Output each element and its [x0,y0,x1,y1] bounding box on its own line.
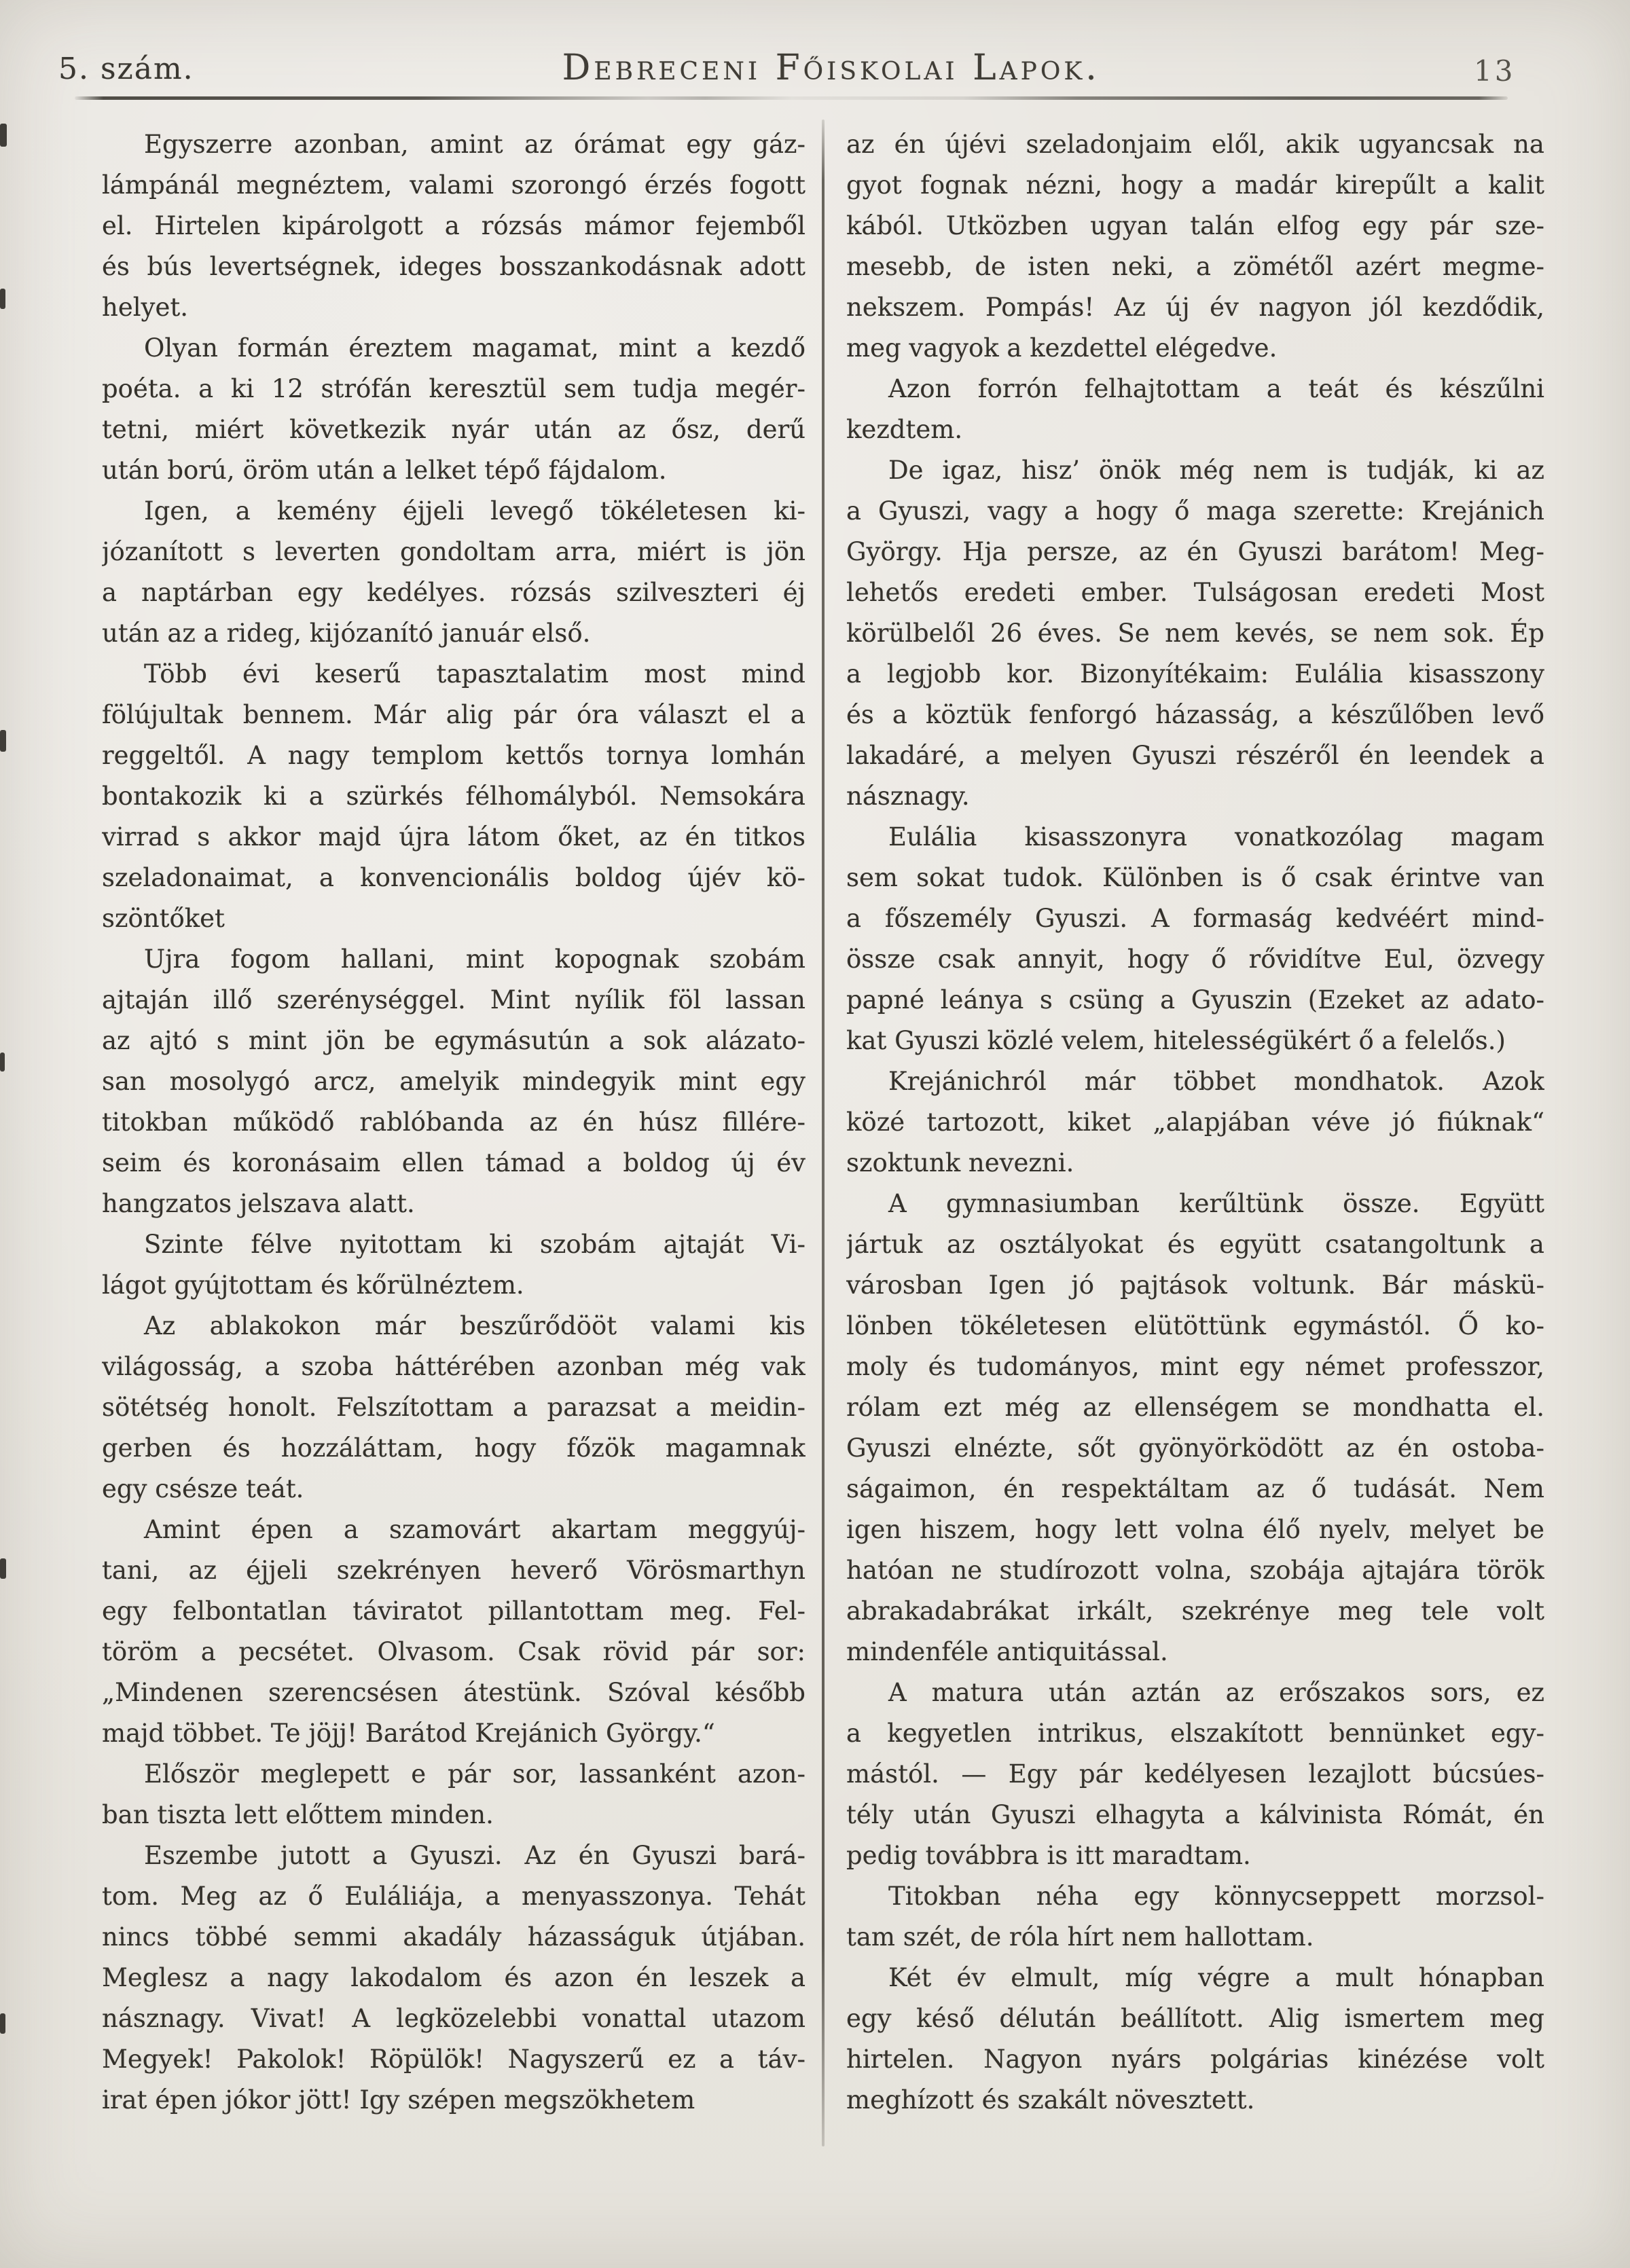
text-line: lehetős eredeti ember. Tulságosan eredeti Most [846,578,1544,607]
text-line: kából. Utközben ugyan talán elfog egy pár sze- [846,211,1544,240]
text-line: körülbelől 26 éves. Se nem kevés, se nem sok. Ép [846,619,1544,648]
text-line: töröm a pecsétet. Olvasom. Csak rövid pár sor: [102,1637,805,1666]
paragraph [102,124,805,328]
text-line: Amint épen a szamovárt akartam meggyúj- [144,1515,805,1544]
text-line: Titokban néha egy könnycseppett morzsol- [888,1882,1544,1911]
text-line: szoktunk nevezni. [846,1148,1074,1177]
text-line: ságaimon, én respektáltam az ő tudását. Nem [846,1474,1544,1503]
text-line: pedig továbbra is itt maradtam. [846,1841,1251,1870]
text-line: György. Hja persze, az én Gyuszi barátom! Meg- [846,537,1544,566]
paragraph [102,328,805,491]
text-line: Igen, a kemény éjjeli levegő tökéletesen ki- [144,496,805,526]
text-line: józanított s leverten gondoltam arra, miért is jön [102,537,805,566]
text-line: Eszembe jutott a Gyuszi. Az én Gyuszi bará- [144,1841,805,1870]
text-line: lámpánál megnéztem, valami szorongó érzés fogott [102,170,805,200]
text-line: nekszem. Pompás! Az új év nagyon jól kezdődik, [846,293,1544,322]
text-line: városban Igen jó pajtások voltunk. Bár máskü- [846,1270,1544,1300]
text-line: lakadáré, a melyen Gyuszi részéről én leendek a [846,741,1544,770]
text-line: fölújultak bennem. Már alig pár óra választ el a [102,700,805,729]
text-line: az ajtó s mint jön be egymásutún a sok alázato- [102,1026,805,1055]
text-line: Olyan formán éreztem magamat, mint a kezdő [144,333,805,363]
paragraph [846,817,1544,1061]
paragraph [846,1061,1544,1184]
scan-edge-artifact [0,124,7,147]
paragraph [846,1184,1544,1672]
text-line: Azon forrón felhajtottam a teát és készűlni [888,374,1544,403]
text-line: Ujra fogom hallani, mint kopognak szobám [144,945,805,974]
text-line: sötétség honolt. Felszítottam a parazsat a meidin- [102,1393,805,1422]
text-line: egy csésze teát. [102,1474,304,1503]
text-line: násznagy. [846,782,970,811]
text-line: a naptárban egy kedélyes. rózsás szilveszteri éj [102,578,805,607]
text-line: közé tartozott, kiket „alapjában véve jó fiúknak“ [846,1108,1544,1137]
text-line: lágot gyújtottam és kőrülnéztem. [102,1270,524,1300]
text-line: bontakozik ki a szürkés félhomályból. Nemsokára [102,782,805,811]
paragraph [846,124,1544,369]
text-line: násznagy. Vivat! A legközelebbi vonattal utazom [102,2004,805,2033]
text-line: igen hiszem, hogy lett volna élő nyelv, melyet be [846,1515,1544,1544]
text-line: tom. Meg az ő Euláliája, a menyasszonya. Tehát [102,1882,805,1911]
text-line: egy felbontatlan táviratot pillantottam meg. Fel- [102,1596,805,1626]
text-line: el. Hirtelen kipárolgott a rózsás mámor fejemből [102,211,805,240]
text-line: mástól. — Egy pár kedélyesen lezajlott búcsúes- [846,1759,1544,1789]
text-line: meg vagyok a kezdettel elégedve. [846,333,1278,363]
text-line: Az ablakokon már beszűrődööt valami kis [144,1311,805,1340]
paragraph [102,1510,805,1754]
paragraph [846,369,1544,450]
text-line: Először meglepett e pár sor, lassanként azon- [144,1759,805,1789]
text-line: virrad s akkor majd újra látom őket, az én titkos [102,822,805,852]
paragraph [102,491,805,654]
text-line: rólam ezt még az ellenségem se mondhatta el. [846,1393,1544,1422]
masthead-title: Debreceni Főiskolai Lapok. [562,48,1100,88]
scan-edge-artifact [0,1558,6,1579]
text-line: lönben tökéletesen elütöttünk egymástól. Ő ko- [846,1311,1544,1340]
text-line: ajtaján illő szerénységgel. Mint nyílik föl lassan [102,985,805,1014]
text-line: Szinte félve nyitottam ki szobám ajtaját Vi- [144,1230,805,1259]
header-rule [75,96,1508,100]
text-line: Két év elmult, míg végre a mult hónapban [888,1963,1544,1992]
column-left [102,124,805,2121]
text-line: meghízott és szakált növesztett. [846,2085,1255,2115]
page-number: 13 [1474,54,1516,88]
paragraph [846,450,1544,817]
text-line: tam szét, de róla hírt nem hallottam. [846,1922,1314,1952]
text-line: szöntőket [102,904,225,933]
text-line: „Mindenen szerencsésen átestünk. Szóval később [102,1678,805,1707]
text-line: helyet. [102,293,188,322]
text-line: az én újévi szeladonjaim elől, akik ugyancsak na [846,130,1544,159]
text-line: a főszemély Gyuszi. A formaság kedvéért mind- [846,904,1544,933]
text-line: Krejánichról már többet mondhatok. Azok [888,1067,1544,1096]
text-line: kat Gyuszi közlé velem, hitelességükért ő a felelős.) [846,1026,1506,1055]
paragraph [102,654,805,939]
text-line: nincs többé semmi akadály házasságuk útjában. [102,1922,805,1952]
text-line: poéta. a ki 12 strófán keresztül sem tudja megér- [102,374,805,403]
text-line: Több évi keserű tapasztalatim most mind [144,659,805,689]
paragraph [102,1835,805,2121]
text-line: után az a rideg, kijózanító január első. [102,619,591,648]
text-line: A matura után aztán az erőszakos sors, ez [888,1678,1544,1707]
text-line: tani, az éjjeli szekrényen heverő Vörösmarthyn [102,1556,805,1585]
text-line: papné leánya s csüng a Gyuszin (Ezeket az adato- [846,985,1544,1014]
text-line: titokban működő rablóbanda az én húsz fillére- [102,1108,805,1137]
paragraph [102,939,805,1224]
text-line: kezdtem. [846,415,963,444]
text-line: Egyszerre azonban, amint az órámat egy gáz- [144,130,805,159]
text-line: irat épen jókor jött! Igy szépen megszökhetem [102,2085,695,2115]
text-line: san mosolygó arcz, amelyik mindegyik mint egy [102,1067,805,1096]
text-line: hatóan ne studírozott volna, szobája ajtajára török [846,1556,1544,1585]
text-line: és bús levertségnek, ideges bosszankodásnak adott [102,252,805,281]
paragraph [846,1672,1544,1876]
text-line: gyot fognak nézni, hogy a madár kirepűlt a kalit [846,170,1544,200]
text-line: hirtelen. Nagyon nyárs polgárias kinézése volt [846,2045,1544,2074]
text-line: mindenféle antiquitással. [846,1637,1168,1666]
text-line: Gyuszi elnézte, sőt gyönyörködött az én ostoba- [846,1433,1544,1463]
column-divider [822,120,825,2146]
text-line: De igaz, hisz’ önök még nem is tudják, ki az [888,456,1544,485]
text-line: után ború, öröm után a lelket tépő fájdalom. [102,456,667,485]
text-line: a Gyuszi, vagy a hogy ő maga szerette: Krejánich [846,496,1544,526]
scan-edge-artifact [0,2013,5,2034]
paragraph [846,1958,1544,2121]
text-line: mesebb, de isten neki, a zömétől azért megme- [846,252,1544,281]
issue-label: 5. szám. [58,52,194,86]
text-line: szeladonaimat, a konvencionális boldog újév kö- [102,863,805,892]
scan-edge-artifact [0,1053,5,1072]
paragraph [102,1754,805,1835]
text-line: világosság, a szoba háttérében azonban még vak [102,1352,805,1381]
text-line: sem sokat tudok. Különben is ő csak érintve van [846,863,1544,892]
column-right [846,124,1544,2121]
text-line: a kegyetlen intrikus, elszakított bennünket egy- [846,1719,1544,1748]
scan-edge-artifact [0,289,5,309]
text-line: ban tiszta lett előttem minden. [102,1800,494,1829]
text-line: A gymnasiumban kerűltünk össze. Együtt [888,1189,1544,1218]
text-line: seim és koronásaim ellen támad a boldog új év [102,1148,805,1177]
text-line: moly és tudományos, mint egy német professzor, [846,1352,1544,1381]
text-line: reggeltől. A nagy templom kettős tornya lomhán [102,741,805,770]
text-line: Meglesz a nagy lakodalom és azon én leszek a [102,1963,805,1992]
text-line: tély után Gyuszi elhagyta a kálvinista Rómát, én [846,1800,1544,1829]
text-line: hangzatos jelszava alatt. [102,1189,415,1218]
text-line: a legjobb kor. Bizonyítékaim: Eulália kisasszony [846,659,1544,689]
paragraph [102,1224,805,1306]
text-line: Megyek! Pakolok! Röpülök! Nagyszerű ez a táv- [102,2045,805,2074]
text-line: össze csak annyit, hogy ő rővidítve Eul, özvegy [846,945,1544,974]
text-line: egy késő délután beállított. Alig ismertem meg [846,2004,1544,2033]
text-line: abrakadabrákat irkált, szekrénye meg tele volt [846,1596,1544,1626]
paragraph [846,1876,1544,1958]
scan-edge-artifact [0,730,6,752]
text-line: jártuk az osztályokat és együtt csatangoltunk a [846,1230,1544,1259]
text-line: gerben és hozzáláttam, hogy főzök magamnak [102,1433,805,1463]
text-line: és a köztük fenforgó házasság, a készűlőben levő [846,700,1544,729]
paragraph [102,1306,805,1510]
text-line: Eulália kisasszonyra vonatkozólag magam [888,822,1544,852]
text-line: tetni, miért következik nyár után az ősz, derű [102,415,805,444]
text-line: majd többet. Te jöjj! Barátod Krejánich György.“ [102,1719,715,1748]
